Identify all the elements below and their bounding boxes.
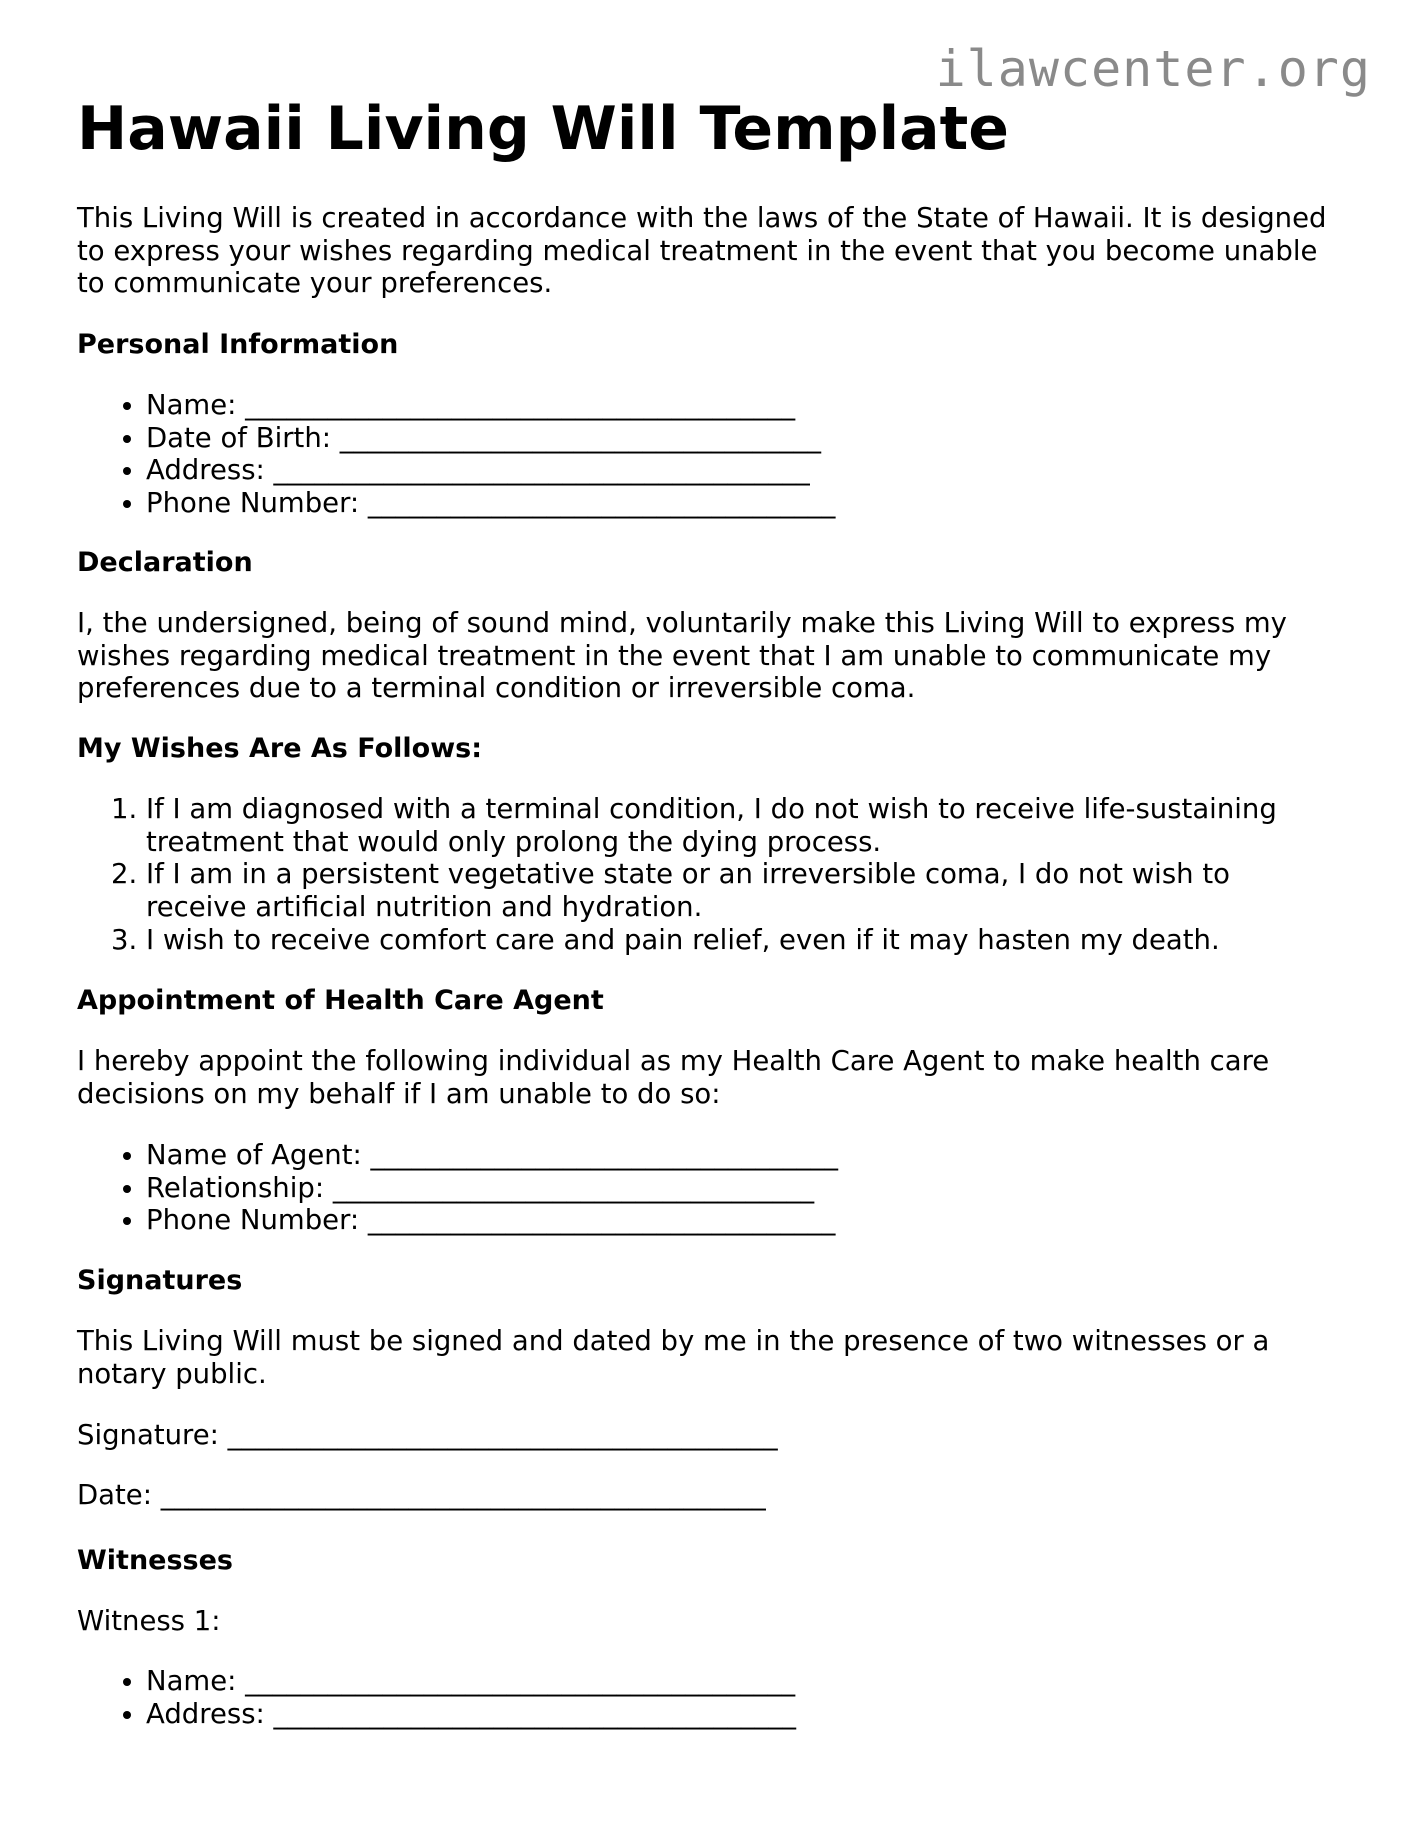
intro-paragraph — [77, 202, 1337, 300]
witness-1-list — [77, 1665, 1337, 1730]
signatures-section — [77, 1265, 1337, 1297]
address-field-line: • Address: _______________________________________ — [146, 454, 1337, 487]
intro-text: This Living Will is created in accordance with the laws of the State of Hawaii. It is designed to express your wishes regarding medical treatment in the event that you become unable to communicate your preferences. — [77, 202, 1327, 300]
personal-information-list — [77, 389, 1337, 520]
agent-paragraph — [77, 1045, 1337, 1110]
wishes-heading: My Wishes Are As Follows: — [77, 733, 483, 764]
personal-information-heading: Personal Information — [77, 329, 399, 360]
signature-field-line: Signature: ________________________________________ — [77, 1419, 778, 1451]
declaration-heading: Declaration — [77, 547, 253, 578]
declaration-text: I, the undersigned, being of sound mind, voluntarily make this Living Will to express my wishes regarding medical treatment in the event that I am unable to communicate my preferences due to a terminal condition or irreversible coma. — [77, 607, 1287, 705]
agent-name-field-line: • Name of Agent: __________________________________ — [146, 1139, 1337, 1172]
wishes-list — [77, 793, 1337, 957]
phone-field-line: • Phone Number: __________________________________ — [146, 487, 1337, 520]
wish-item-1: 1. If I am diagnosed with a terminal condition, I do not wish to receive life-sustaining treatment that would only prolong the dying process. — [146, 793, 1337, 858]
agent-phone-field-line: • Phone Number: __________________________________ — [146, 1204, 1337, 1237]
agent-relationship-field-line: • Relationship: ___________________________________ — [146, 1172, 1337, 1205]
agent-text: I hereby appoint the following individual as my Health Care Agent to make health care decisions on my behalf if I am unable to do so: — [77, 1045, 1270, 1110]
witnesses-section — [77, 1545, 1337, 1577]
signatures-heading: Signatures — [77, 1265, 243, 1296]
wishes-section — [77, 733, 1337, 765]
personal-information-section — [77, 329, 1337, 361]
signatures-text: This Living Will must be signed and dated by me in the presence of two witnesses or a notary public. — [77, 1325, 1270, 1390]
signatures-paragraph — [77, 1325, 1337, 1390]
wish-item-2: 2. If I am in a persistent vegetative state or an irreversible coma, I do not wish to receive artificial nutrition and hydration. — [146, 858, 1337, 923]
witness-1-address-field-line: • Address: ______________________________________ — [146, 1698, 1337, 1731]
declaration-section — [77, 547, 1337, 579]
date-field-line: Date: ____________________________________________ — [77, 1479, 766, 1511]
signature-line-block — [77, 1419, 1337, 1452]
dob-field-line: • Date of Birth: ___________________________________ — [146, 422, 1337, 455]
date-line-block — [77, 1479, 1337, 1512]
wish-item-3: 3. I wish to receive comfort care and pain relief, even if it may hasten my death. — [146, 924, 1337, 957]
watermark-text: ilawcenter.org — [935, 40, 1371, 98]
witness-1-label-block — [77, 1605, 1337, 1638]
witness-1-label: Witness 1: — [77, 1605, 221, 1637]
witnesses-heading: Witnesses — [77, 1545, 234, 1576]
witness-1-name-field-line: • Name: ________________________________________ — [146, 1665, 1337, 1698]
agent-heading: Appointment of Health Care Agent — [77, 985, 604, 1016]
page-title: Hawaii Living Will Template — [77, 94, 1009, 164]
declaration-paragraph — [77, 607, 1337, 705]
agent-section — [77, 985, 1337, 1017]
name-field-line: • Name: ________________________________________ — [146, 389, 1337, 422]
agent-list — [77, 1139, 1337, 1237]
